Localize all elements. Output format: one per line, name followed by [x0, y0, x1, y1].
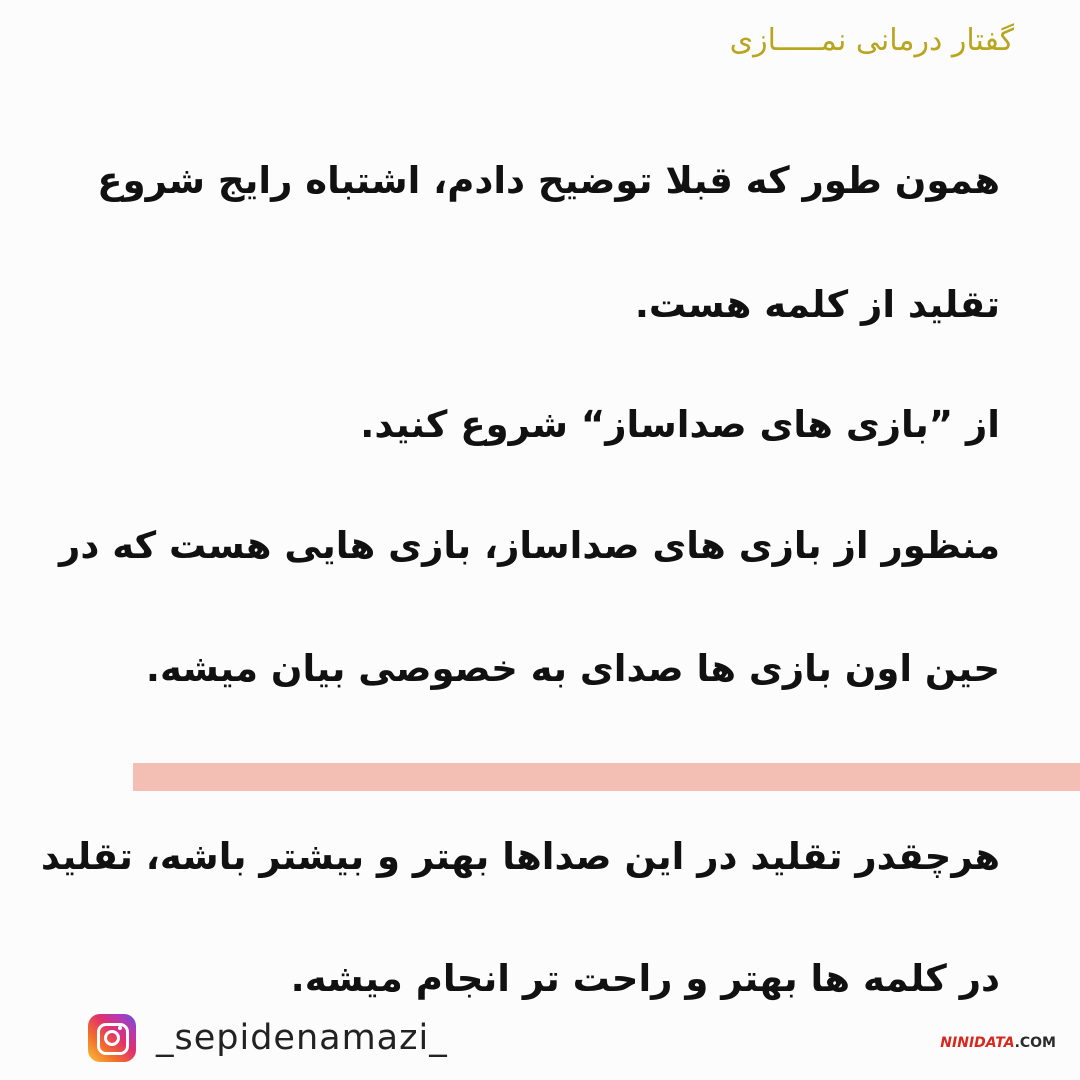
instagram-footer: [88, 1014, 448, 1062]
brand-title: گفتار درمانی نمـــــازی: [729, 23, 1014, 58]
instagram-icon[interactable]: [88, 1014, 136, 1062]
content-line: هرچقدر تقلید در این صداها بهتر و بیشتر باشه، تقلید: [40, 835, 1000, 878]
content-line: تقلید از کلمه هست.: [634, 283, 1000, 326]
instagram-handle[interactable]: _sepidenamazi_: [156, 1017, 448, 1058]
watermark-domain: .COM: [1014, 1035, 1056, 1051]
content-line: حین اون بازی ها صدای به خصوصی بیان میشه.: [145, 647, 1000, 690]
watermark-brand: NINIDATA: [940, 1035, 1015, 1051]
watermark: [940, 1036, 1056, 1050]
content-line: منظور از بازی های صداساز، بازی هایی هست که در: [59, 524, 1000, 567]
content-line: در کلمه ها بهتر و راحت تر انجام میشه.: [290, 957, 1000, 1000]
content-line: از ”بازی های صداساز“ شروع کنید.: [360, 403, 1000, 446]
divider-bar: [133, 763, 1080, 791]
content-line: همون طور که قبلا توضیح دادم، اشتباه رایج شروع: [97, 159, 1000, 202]
